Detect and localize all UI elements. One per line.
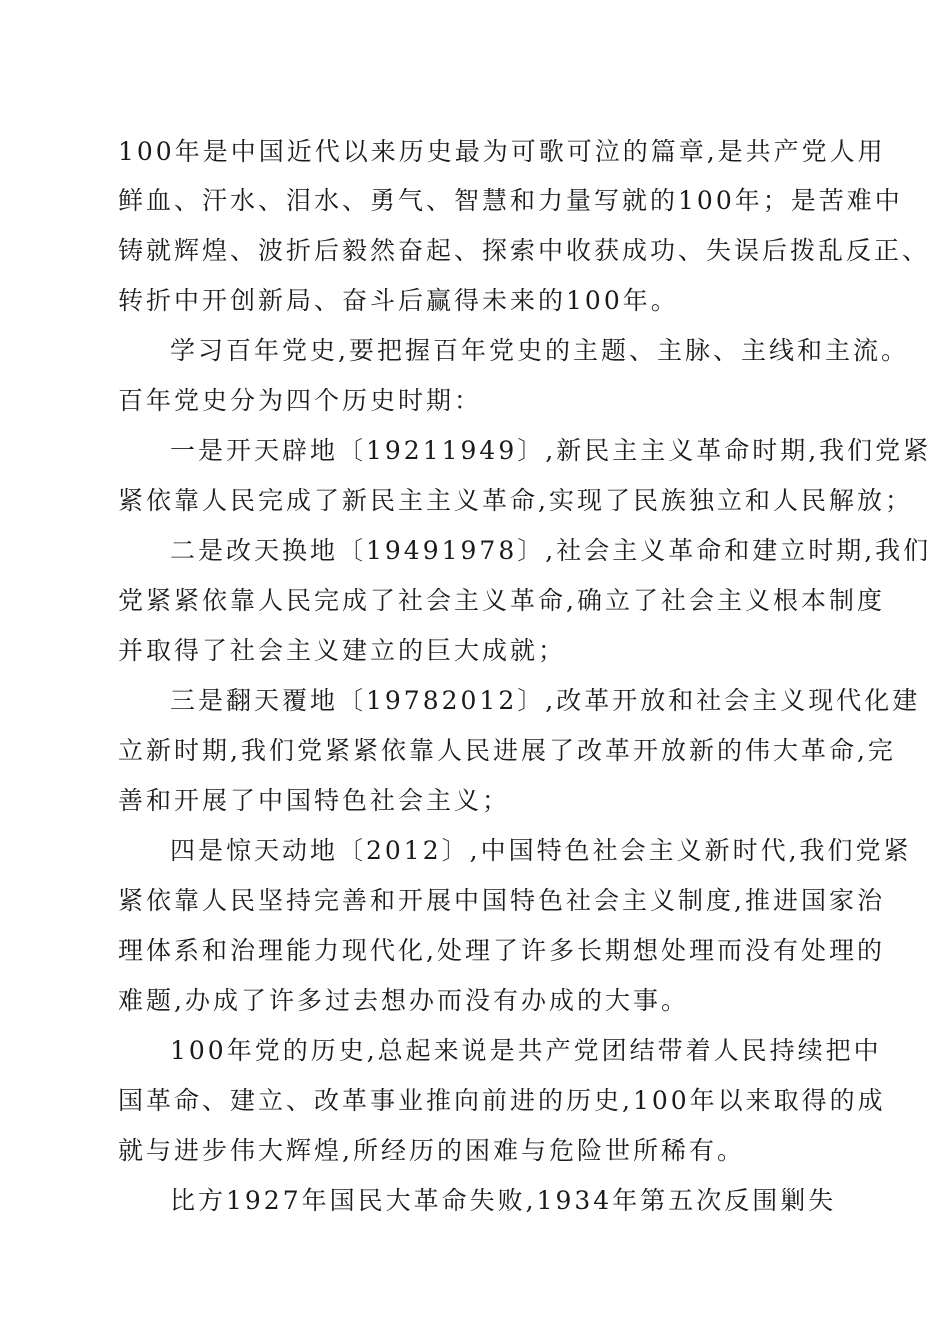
text-line: 紧依靠人民完成了新民主主义革命,实现了民族独立和人民解放； xyxy=(118,486,913,515)
text-line: 二是改天换地〔19491978〕,社会主义革命和建立时期,我们 xyxy=(170,536,932,565)
text-line: 一是开天辟地〔19211949〕,新民主主义革命时期,我们党紧 xyxy=(170,436,932,465)
text-line: 并取得了社会主义建立的巨大成就； xyxy=(118,636,567,665)
text-line: 转折中开创新局、奋斗后赢得未来的100年。 xyxy=(118,286,679,315)
text-line: 鲜血、汗水、泪水、勇气、智慧和力量写就的100年；是苦难中 xyxy=(118,186,903,215)
text-line: 学习百年党史,要把握百年党史的主题、主脉、主线和主流。 xyxy=(170,336,909,365)
text-line: 100年党的历史,总起来说是共产党团结带着人民持续把中 xyxy=(170,1036,882,1065)
text-line: 紧依靠人民坚持完善和开展中国特色社会主义制度,推进国家治 xyxy=(118,886,885,915)
text-line: 三是翻天覆地〔19782012〕,改革开放和社会主义现代化建 xyxy=(170,686,921,715)
text-line: 善和开展了中国特色社会主义； xyxy=(118,786,511,815)
text-line: 党紧紧依靠人民完成了社会主义革命,确立了社会主义根本制度 xyxy=(118,586,885,615)
text-line: 铸就辉煌、波折后毅然奋起、探索中收获成功、失误后拨乱反正、 xyxy=(118,236,931,265)
text-line: 难题,办成了许多过去想办而没有办成的大事。 xyxy=(118,986,689,1015)
text-line: 比方1927年国民大革命失败,1934年第五次反围剿失 xyxy=(170,1186,837,1215)
text-line: 立新时期,我们党紧紧依靠人民进展了改革开放新的伟大革命,完 xyxy=(118,736,896,765)
text-line: 国革命、建立、改革事业推向前进的历史,100年以来取得的成 xyxy=(118,1086,886,1115)
text-line: 就与进步伟大辉煌,所经历的困难与危险世所稀有。 xyxy=(118,1136,745,1165)
text-line: 100年是中国近代以来历史最为可歌可泣的篇章,是共产党人用 xyxy=(118,137,886,166)
text-line: 百年党史分为四个历史时期： xyxy=(118,386,483,415)
text-line: 理体系和治理能力现代化,处理了许多长期想处理而没有处理的 xyxy=(118,936,885,965)
text-line: 四是惊天动地〔2012〕,中国特色社会主义新时代,我们党紧 xyxy=(170,836,912,865)
